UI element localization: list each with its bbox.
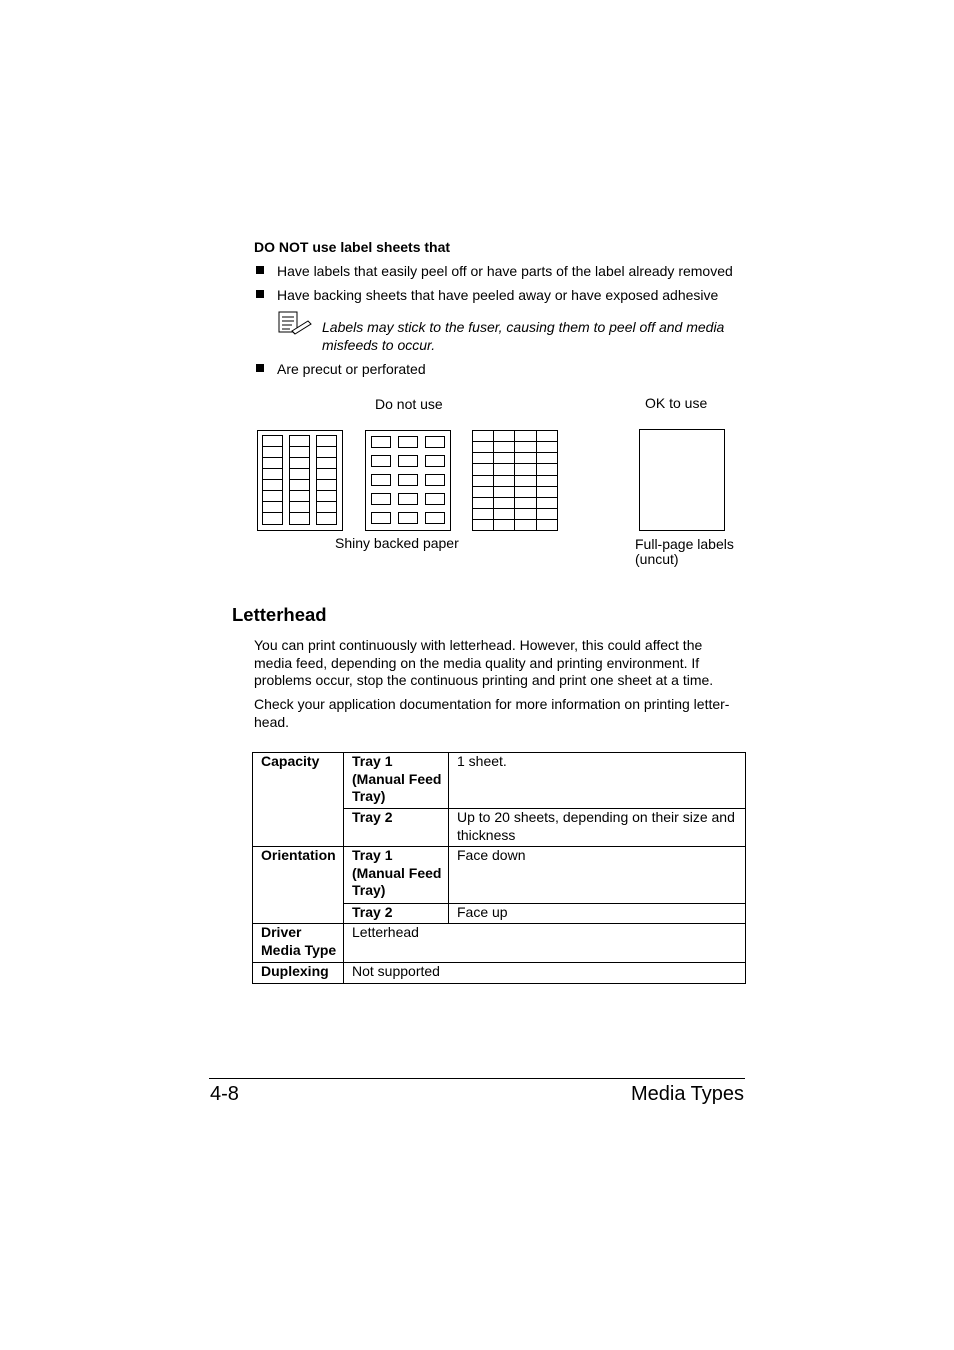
orientation-tray2-label: Tray 2: [344, 904, 449, 924]
paragraph-line: problems occur, stop the continuous printing and print one sheet at a time.: [254, 672, 714, 688]
tray-label-line: Tray 1: [352, 847, 393, 863]
table-row: [253, 963, 746, 984]
tray-label-line: Tray): [352, 788, 386, 804]
driver-media-type-value: Letterhead: [344, 924, 746, 963]
orientation-tray1-value: Face down: [449, 847, 746, 904]
orientation-tray1-label: [344, 847, 449, 904]
page-number: 4-8: [210, 1083, 239, 1105]
shiny-backed-caption: Shiny backed paper: [335, 535, 459, 551]
capacity-tray2-value: [449, 809, 746, 847]
tray-label-line: (Manual Feed: [352, 770, 442, 787]
label-warning-heading: DO NOT use label sheets that: [254, 239, 451, 255]
letterhead-paragraph-2: [254, 696, 729, 731]
bullet-item-backing-sheets: Have backing sheets that have peeled away or have exposed adhesive: [277, 287, 719, 303]
full-page-caption-line2: (uncut): [635, 551, 679, 567]
footer-divider: [209, 1078, 745, 1079]
duplexing-value: Not supported: [344, 963, 746, 984]
row-label-driver-media-type: [253, 924, 344, 963]
full-page-caption-line1: Full-page labels: [635, 536, 734, 552]
orientation-tray2-value: Face up: [449, 904, 746, 924]
table-row: [253, 924, 746, 963]
letterhead-spec-table: [252, 752, 746, 984]
row-label-orientation: Orientation: [253, 847, 344, 924]
bullet-marker: [256, 290, 264, 298]
bullet-item-precut: Are precut or perforated: [277, 361, 426, 377]
note-text-line1: Labels may stick to the fuser, causing them to peel off and media: [322, 319, 725, 335]
letterhead-paragraph-1: [254, 637, 713, 690]
bullet-marker: [256, 266, 264, 274]
capacity-tray2-label: Tray 2: [344, 809, 449, 847]
row-label-capacity: Capacity: [253, 753, 344, 847]
value-line: Up to 20 sheets, depending on their size and: [457, 809, 735, 825]
note-text-line2: misfeeds to occur.: [322, 337, 436, 353]
label-sheet-spaced: [366, 431, 451, 531]
do-not-use-caption: Do not use: [375, 396, 443, 412]
ok-to-use-caption: OK to use: [645, 395, 708, 411]
note-pencil-icon: [278, 311, 314, 335]
paragraph-line: head.: [254, 713, 290, 730]
row-label-duplexing: Duplexing: [253, 963, 344, 984]
table-row: [253, 753, 746, 809]
label-sheet-full-page: [640, 430, 725, 531]
label-sheet-perforated: [473, 431, 558, 531]
table-row: [253, 847, 746, 904]
tray-label-line: (Manual Feed: [352, 864, 442, 881]
label-line: Driver: [261, 924, 302, 940]
label-sheet-columns: [258, 431, 343, 531]
paragraph-line: You can print continuously with letterhead. However, this could affect the: [254, 637, 703, 653]
bullet-item-peel-off: Have labels that easily peel off or have parts of the label already removed: [277, 263, 733, 279]
label-line: Media Type: [261, 941, 337, 958]
capacity-tray1-label: [344, 753, 449, 809]
section-heading-letterhead: Letterhead: [232, 604, 327, 625]
label-sheets-illustration: [250, 425, 750, 537]
value-line: thickness: [457, 826, 516, 843]
tray-label-line: Tray): [352, 882, 386, 898]
tray-label-line: Tray 1: [352, 753, 393, 769]
capacity-tray1-value: 1 sheet.: [449, 753, 746, 809]
bullet-marker: [256, 364, 264, 372]
paragraph-line: Check your application documentation for more information on printing letter-: [254, 696, 730, 712]
paragraph-line: media feed, depending on the media quality and printing environment. If: [254, 654, 700, 671]
chapter-title: Media Types: [630, 1083, 744, 1105]
